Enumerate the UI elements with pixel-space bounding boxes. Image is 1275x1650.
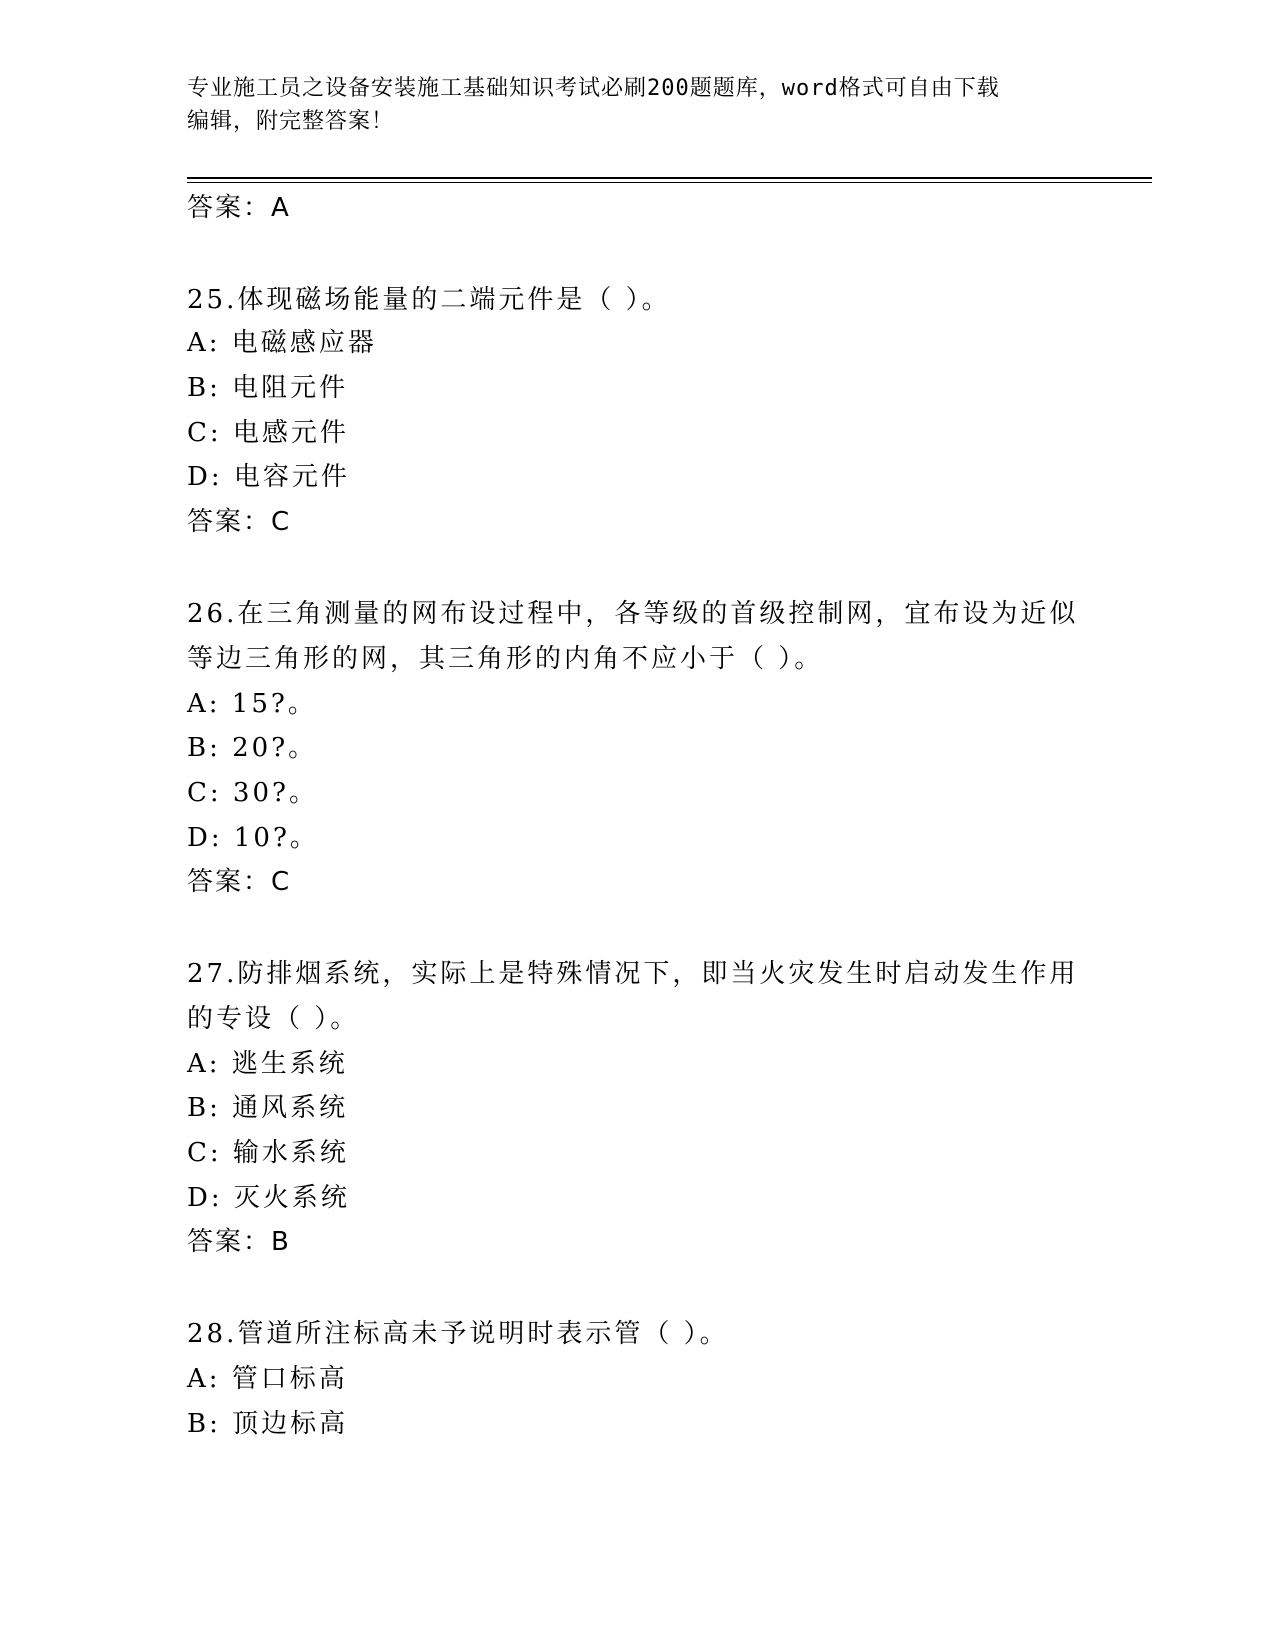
option-c: C: 30?。	[187, 778, 318, 808]
answer-line: 答案：B	[187, 1227, 291, 1257]
header-divider-thin	[187, 182, 1152, 183]
option-b: B: 20?。	[187, 733, 318, 763]
answer-line: 答案：A	[187, 193, 291, 223]
option-a: A: 电磁感应器	[187, 328, 377, 358]
option-b: B: 顶边标高	[187, 1409, 349, 1439]
option-c: C: 电感元件	[187, 418, 349, 448]
option-a: A: 15?。	[187, 689, 317, 719]
option-b: B: 电阻元件	[187, 373, 349, 403]
question-25: 25.体现磁场能量的二端元件是（ ）。	[187, 285, 671, 315]
header-line-2: 编辑，附完整答案！	[187, 109, 395, 134]
question-26-cont: 等边三角形的网，其三角形的内角不应小于（ ）。	[187, 644, 824, 674]
header-line-1: 专业施工员之设备安装施工基础知识考试必刷200题题库，word格式可自由下载	[187, 76, 1000, 101]
document-header	[187, 72, 1087, 138]
question-26: 26.在三角测量的网布设过程中，各等级的首级控制网，宜布设为近似	[187, 599, 1079, 629]
question-27: 27.防排烟系统，实际上是特殊情况下，即当火灾发生时启动发生作用	[187, 959, 1079, 989]
header-divider	[187, 177, 1152, 179]
option-d: D: 电容元件	[187, 462, 350, 492]
question-28: 28.管道所注标高未予说明时表示管（ ）。	[187, 1319, 729, 1349]
answer-line: 答案：C	[187, 507, 292, 537]
option-d: D: 灭火系统	[187, 1183, 350, 1213]
option-a: A: 逃生系统	[187, 1049, 348, 1079]
option-b: B: 通风系统	[187, 1093, 349, 1123]
option-a: A: 管口标高	[187, 1364, 348, 1394]
option-d: D: 10?。	[187, 823, 319, 853]
answer-line: 答案：C	[187, 867, 292, 897]
question-27-cont: 的专设（ ）。	[187, 1004, 360, 1034]
option-c: C: 输水系统	[187, 1138, 349, 1168]
